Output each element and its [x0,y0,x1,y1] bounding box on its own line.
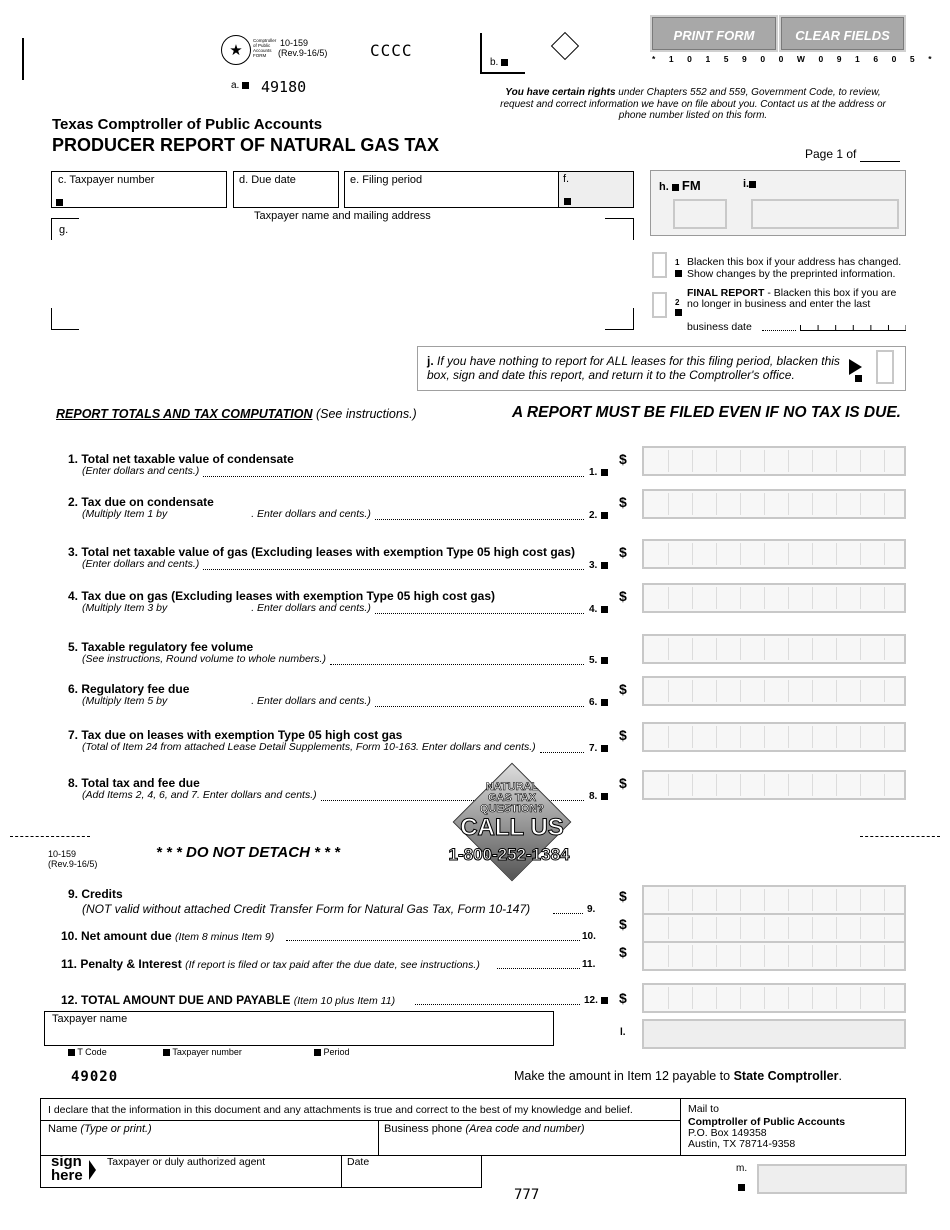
item-6-number-text: 6. [589,697,598,708]
field-i-input[interactable] [751,199,899,229]
item-2-number [589,510,608,521]
item-1-title: 1. Total net taxable value of condensate [68,452,294,466]
taxpayer-name-box[interactable] [44,1011,554,1046]
signature-field[interactable] [96,1156,341,1187]
item-1-dollar: $ [619,451,627,467]
item-6-sub-text: (Multiply Item 5 by [82,695,168,707]
item-10-sub: (Item 8 minus Item 9) [175,931,275,943]
field-b[interactable] [490,57,508,68]
field-l[interactable] [642,1019,906,1049]
item-9-leader [553,913,583,914]
item-11-sub: (If report is filed or tax paid after the due date, see instructions.) [185,959,480,971]
declaration-rule [41,1120,680,1121]
taxpayer-number-key [163,1047,242,1057]
item-6-amount[interactable] [642,676,906,706]
phone-note: (Area code and number) [465,1123,585,1135]
phone-divider [378,1120,379,1155]
page-count [805,147,900,162]
taxpayer-number-field[interactable] [51,171,227,208]
taxpayer-number-label: c. Taxpayer number [58,174,155,186]
diamond-icon [551,32,579,60]
item-2-sub-text-2: . Enter dollars and cents.) [251,508,371,520]
item-9-sub: (NOT valid without attached Credit Transfer Form for Natural Gas Tax, Form 10-147) [82,902,531,916]
item-6-leader [375,706,584,707]
item-4-leader [375,613,584,614]
item-5-number-text: 5. [589,655,598,666]
item-12-sub: (Item 10 plus Item 11) [293,995,396,1007]
detach-revision: (Rev.9-16/5) [48,859,98,869]
item-2-sub [82,508,371,520]
promo-line-1: NATURAL [485,781,539,793]
date-divider [341,1155,342,1188]
field-i [743,178,756,190]
business-date-label: business date [687,321,752,333]
item-1-leader [203,476,584,477]
business-phone-field[interactable] [384,1123,585,1135]
item-5-leader [330,664,584,665]
item-4-amount[interactable] [642,583,906,613]
item-11-leader [497,968,580,969]
taxpayer-number-key-label: Taxpayer number [172,1047,242,1057]
form-revision: (Rev.9-16/5) [278,48,328,58]
item-11-number: 11. [582,959,596,970]
mail-divider [680,1098,681,1155]
item-7-sub [82,741,536,753]
final-report-checkbox[interactable] [652,292,667,318]
detach-line-left [10,836,90,837]
field-f[interactable] [558,172,633,207]
item-8-number-text: 8. [589,791,598,802]
state-seal-icon: ★ [221,35,251,65]
page-title: PRODUCER REPORT OF NATURAL GAS TAX [52,135,440,155]
due-date-label: d. Due date [239,174,296,186]
item-5-sub [82,653,326,665]
field-g-label: g. [59,224,69,236]
field-b-label: b. [490,57,499,68]
item-1-sub [82,465,199,477]
date-field[interactable] [344,1168,478,1186]
item-6-sub-text-2: . Enter dollars and cents.) [251,695,371,707]
item-2-dollar: $ [619,494,627,510]
item-8-number [589,791,608,802]
item-2-number-text: 2. [589,510,598,521]
mail-city: Austin, TX 78714-9358 [688,1138,796,1150]
print-form-button[interactable]: PRINT FORM [650,15,778,52]
item-6-number [589,697,608,708]
office-use-block [650,170,906,236]
address-corner-bl [51,308,79,330]
item-2-amount[interactable] [642,489,906,519]
t-code-label: T Code [77,1047,107,1057]
item-1-number-text: 1. [589,467,598,478]
item-8-title: 8. Total tax and fee due [68,776,200,790]
item-1-amount[interactable] [642,446,906,476]
item-3-sub-text: (Enter dollars and cents.) [82,558,200,570]
address-corner-br [605,308,634,330]
mail-box: P.O. Box 149358 [688,1127,767,1139]
business-date-leader [762,330,796,331]
item-5-amount[interactable] [642,634,906,664]
item-11-amount[interactable] [642,941,906,971]
document-code: 49020 [71,1069,119,1085]
item-1-number [589,467,608,478]
form-number: 10-159 [280,38,309,48]
item-8-dollar: $ [619,775,627,791]
filing-period-label: e. Filing period [350,174,423,186]
field-h-input[interactable] [673,199,727,229]
item-4-number [589,604,608,615]
no-activity-checkbox[interactable] [876,350,894,384]
sign-here [51,1155,83,1183]
item-9-amount[interactable] [642,885,906,915]
item-5-title: 5. Taxable regulatory fee volume [68,640,254,654]
fm-label: FM [681,178,701,193]
field-m[interactable] [757,1164,907,1194]
page-total-field[interactable] [860,147,900,162]
arrow-right-icon [849,359,862,375]
section-heading [56,407,417,421]
detach-line-right [860,836,940,837]
item-7-dollar: $ [619,727,627,743]
item-9-number: 9. [587,904,596,915]
item-10-number: 10. [582,931,596,942]
promo-line-3: QUESTION? [479,803,545,815]
item-5-number [589,655,608,666]
sign-word: sign [51,1153,82,1170]
no-activity-box [417,346,906,391]
period-key [314,1047,350,1057]
mail-agency: Comptroller of Public Accounts [688,1116,846,1128]
item-6-title: 6. Regulatory fee due [68,682,190,696]
agency-name: Texas Comptroller of Public Accounts [52,116,323,133]
agent-label: Taxpayer or duly authorized agent [107,1156,266,1168]
item-10-dollar: $ [619,916,627,932]
field-a [231,80,249,91]
item-12-number [584,995,608,1006]
item-8-amount[interactable] [642,770,906,800]
sign-arrow-icon [89,1160,96,1180]
item-5-sub-text: (See instructions, Round volume to whole numbers.) [82,653,326,665]
section-note: (See instructions.) [315,407,417,421]
payable-to: State Comptroller [733,1069,839,1083]
rights-text: under Chapters 552 and 559, Government Code, to review, request and correct information we have on file about you. Contact us at the address or phone number listed on this form. [500,87,886,121]
rights-notice [498,87,888,122]
item-12-leader [415,1004,580,1005]
item-11-dollar: $ [619,944,627,960]
field-b-bracket [480,33,482,73]
item-11-title: 11. Penalty & Interest [61,957,182,971]
due-date-field[interactable] [233,171,339,208]
item-3-title: 3. Total net taxable value of gas (Excluding leases with exemption Type 05 high cost gas) [68,545,576,559]
business-date-field[interactable] [800,321,906,331]
item-2-sub-text: (Multiply Item 1 by [82,508,168,520]
address-corner-tr [605,218,634,240]
t-code [68,1047,107,1057]
item-8-sub-text: (Add Items 2, 4, 6, and 7. Enter dollars and cents.) [82,789,317,801]
clear-fields-button[interactable]: CLEAR FIELDS [779,15,906,52]
item-7-title: 7. Tax due on leases with exemption Type 05 high cost gas [68,728,403,742]
mailing-address-area[interactable] [80,240,600,325]
date-label: Date [347,1156,370,1168]
address-changed-checkbox[interactable] [652,252,667,278]
field-j-label: j. [427,354,434,368]
promo-phone: 1-800-252-1384 [448,845,570,864]
page-label: Page 1 of [805,147,857,161]
item-4-sub-text-2: . Enter dollars and cents.) [251,602,371,614]
seal-caption: Comptroller of Public Accounts FORM [253,38,277,58]
item-12-number-text: 12. [584,995,598,1006]
promo-line-2: GAS TAX [487,792,537,804]
field-b-bracket-bottom [480,72,525,74]
detach-form-number: 10-159 [48,849,77,859]
item-12 [61,993,395,1007]
promo-call-us: CALL US [460,814,564,841]
field-i-label: i. [743,178,750,190]
item-3-dollar: $ [619,544,627,560]
filing-warning: A REPORT MUST BE FILED EVEN IF NO TAX IS DUE. [512,404,901,421]
field-h [659,178,701,193]
item-9-title: 9. Credits [68,887,123,901]
declaration-text: I declare that the information in this document and any attachments is true and correct to the best of my knowledge and belief. [48,1104,633,1116]
final-report-text: - Blacken this box if you are no longer in business and enter the last [687,287,897,310]
item-4-dollar: $ [619,588,627,604]
item-7-number-text: 7. [589,743,598,754]
item-4-sub [82,602,371,614]
final-report-bold: FINAL REPORT [687,287,765,299]
item-6-sub [82,695,371,707]
item-12-amount[interactable] [642,983,906,1013]
name-label: Name [48,1123,78,1135]
item-1-sub-text: (Enter dollars and cents.) [82,465,200,477]
item-2-leader [375,519,584,520]
item-7-amount[interactable] [642,722,906,752]
rights-bold: You have certain rights [505,87,616,98]
section-title: REPORT TOTALS AND TAX COMPUTATION [56,407,313,421]
taxpayer-name-label: Taxpayer name [52,1013,128,1025]
checkbox-2-number: 2 [675,298,680,307]
footer-code: 777 [514,1187,540,1203]
checkbox-1-text: Blacken this box if your address has changed. Show changes by the preprinted information. [687,256,902,280]
item-10-leader [286,940,580,941]
field-h-label: h. [659,181,669,193]
item-4-title: 4. Tax due on gas (Excluding leases with exemption Type 05 high cost gas) [68,589,495,603]
item-10-title: 10. Net amount due [61,929,172,943]
name-field[interactable] [48,1123,152,1135]
item-7-sub-text: (Total of Item 24 from attached Lease Detail Supplements, Form 10-163. Enter dollars and cents.) [82,741,536,753]
item-8-sub [82,789,317,801]
barcode-text: * 1 0 1 5 9 0 0 W 0 9 1 6 0 5 * [652,54,938,64]
margin-bar [22,38,24,80]
item-4-number-text: 4. [589,604,598,615]
phone-label: Business phone [384,1123,463,1135]
item-7-number [589,743,608,754]
name-note: (Type or print.) [80,1123,152,1135]
address-label: Taxpayer name and mailing address [254,210,431,222]
code-cccc: CCCC [370,41,413,60]
item-3-number [589,560,608,571]
item-7-leader [540,752,584,753]
item-3-sub [82,558,199,570]
item-4-sub-text: (Multiply Item 3 by [82,602,168,614]
field-m-label: m. [736,1163,748,1174]
checkbox-1-number: 1 [675,258,680,267]
checkbox-2-text [687,288,909,310]
item-12-dollar: $ [619,990,627,1006]
do-not-detach: * * * DO NOT DETACH * * * [156,844,340,861]
item-11 [61,957,480,971]
field-l-label: l. [620,1027,626,1038]
item-9-dollar: $ [619,888,627,904]
payable-text: Make the amount in Item 12 payable to [514,1069,731,1083]
item-12-title: 12. TOTAL AMOUNT DUE AND PAYABLE [61,993,291,1007]
item-3-number-text: 3. [589,560,598,571]
mail-to-label: Mail to [688,1103,719,1115]
field-f-label: f. [563,173,570,185]
item-10 [61,929,274,943]
promo-question [452,782,572,815]
item-6-dollar: $ [619,681,627,697]
item-3-leader [203,569,584,570]
period-key-label: Period [323,1047,350,1057]
payable-note: Make the amount in Item 12 payable to State Comptroller. [514,1069,842,1083]
field-a-label: a. [231,80,240,91]
field-a-value: 49180 [261,78,307,96]
item-3-amount[interactable] [642,539,906,569]
here-word: here [51,1167,83,1184]
no-activity-text [427,354,847,382]
item-2-title: 2. Tax due on condensate [68,495,214,509]
field-j-text: If you have nothing to report for ALL leases for this filing period, blacken this box, sign and date this report, and return it to the Comptroller's office. [427,354,840,382]
item-10-amount[interactable] [642,913,906,943]
